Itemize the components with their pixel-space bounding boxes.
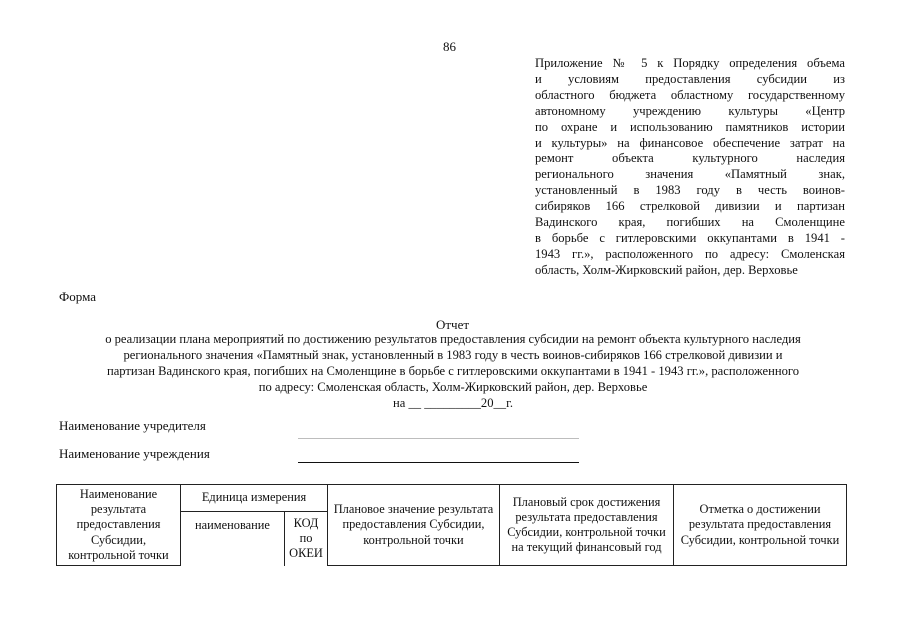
page-cutoff <box>0 582 905 640</box>
report-description <box>48 331 858 411</box>
appendix-line: в борьбе с гитлеровскими оккупантами в 1941 - <box>535 230 845 245</box>
appendix-line: по охране и использованию памятников истории <box>535 119 845 134</box>
results-table <box>56 484 847 566</box>
appendix-line: и условиям предоставления субсидии из <box>535 71 845 86</box>
report-line: регионального значения «Памятный знак, установленный в 1983 году в честь воинов-сибиряков 166 стрелковой дивизии и <box>123 348 783 362</box>
appendix-line: Вадинского края, погибших на Смоленщине <box>535 215 845 230</box>
appendix-line: сибиряков 166 стрелковой дивизии и партизан <box>535 199 845 214</box>
report-line: партизан Вадинского края, погибших на Смоленщине в борьбе с гитлеровскими оккупантами в 1941 - 1943 гг.», расположенного <box>106 364 800 378</box>
report-line: о реализации плана мероприятий по достижению результатов предоставления субсидии на ремонт объекта культурного наследия <box>105 332 801 346</box>
header-unit-code: КОД по ОКЕИ <box>285 512 328 566</box>
header-planned-value: Плановое значение результата предоставления Субсидии, контрольной точки <box>328 485 500 566</box>
institution-label: Наименование учреждения <box>59 446 210 461</box>
form-label: Форма <box>59 289 96 304</box>
report-title: Отчет <box>435 317 470 332</box>
appendix-line: установленный в 1983 году в честь воинов- <box>535 183 845 198</box>
appendix-line: областного бюджета областному государственному <box>535 87 845 102</box>
report-date-line: на __ _________20__г. <box>393 396 513 410</box>
header-unit: Единица измерения <box>181 485 328 512</box>
institution-field[interactable] <box>298 462 579 463</box>
appendix-line: автономному учреждению культуры «Центр <box>535 103 845 118</box>
appendix-line: ремонт объекта культурного наследия <box>535 151 845 166</box>
appendix-line: область, Холм-Жирковский район, дер. Верховье <box>535 262 798 277</box>
header-achievement-mark: Отметка о достижении результата предоставления Субсидии, контрольной точки <box>674 485 847 566</box>
header-unit-name: наименование <box>181 512 285 566</box>
report-line: по адресу: Смоленская область, Холм-Жирковский район, дер. Верховье <box>258 380 648 394</box>
page-number: 86 <box>443 39 456 54</box>
founder-label: Наименование учредителя <box>59 418 206 433</box>
appendix-line: Приложение № 5 к Порядку определения объема <box>535 56 845 70</box>
appendix-line: и культуры» на финансовое обеспечение затрат на <box>535 135 845 150</box>
founder-field[interactable] <box>298 438 579 439</box>
appendix-note <box>535 56 845 279</box>
header-planned-date: Плановый срок достижения результата предоставления Субсидии, контрольной точки на текущий финансовый год <box>500 485 674 566</box>
appendix-line: регионального значения «Памятный знак, <box>535 167 845 182</box>
appendix-line: 1943 гг.», расположенного по адресу: Смоленская <box>535 246 845 261</box>
header-result-name: Наименование результата предоставления Субсидии, контрольной точки <box>57 485 181 566</box>
